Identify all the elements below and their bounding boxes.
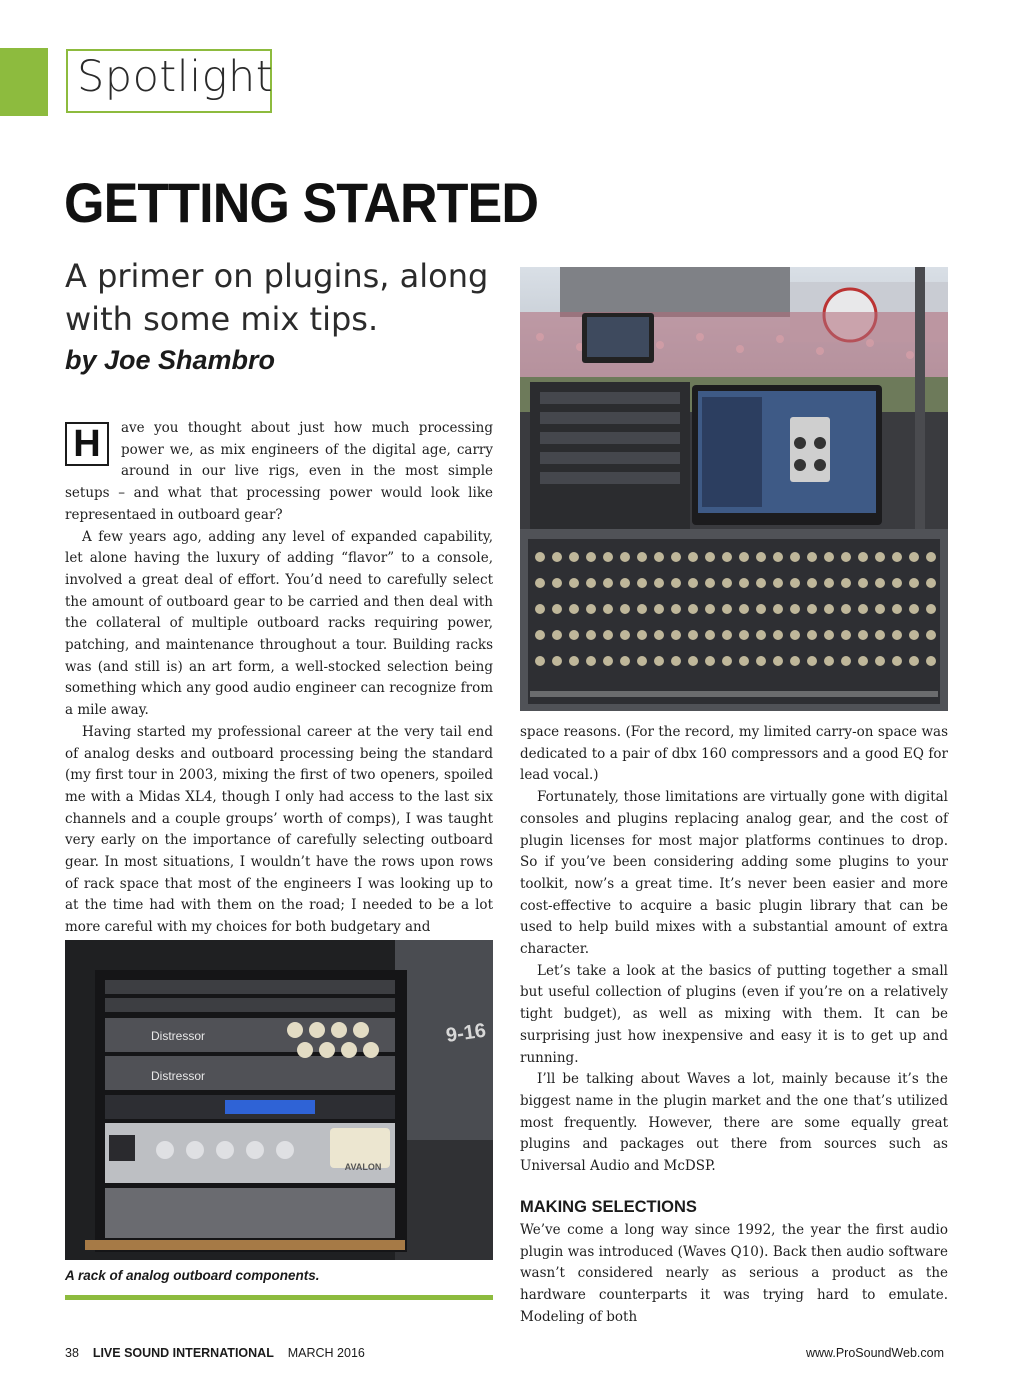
console-knob bbox=[637, 656, 647, 666]
console-knob bbox=[552, 656, 562, 666]
console-knob bbox=[688, 604, 698, 614]
console-knob bbox=[535, 578, 545, 588]
drop-cap: H bbox=[65, 422, 109, 466]
console-knob bbox=[620, 656, 630, 666]
console-knob bbox=[620, 578, 630, 588]
console-knob bbox=[756, 604, 766, 614]
console-knob bbox=[705, 578, 715, 588]
console-knob bbox=[807, 604, 817, 614]
rack-label-distressor-1: Distressor bbox=[151, 1029, 206, 1043]
intro-paragraph bbox=[65, 418, 493, 527]
console-knob bbox=[654, 656, 664, 666]
photo-caption: A rack of analog outboard components. bbox=[65, 1268, 320, 1283]
console-knob bbox=[824, 656, 834, 666]
console-knob bbox=[535, 630, 545, 640]
console-knob bbox=[790, 604, 800, 614]
console-knob bbox=[739, 604, 749, 614]
body-paragraph: Let’s take a look at the basics of putting together a small but useful collection of plugins (even if you’re on a relatively tight budget), as well as mixing with them. It can be surprising just how inexpensive and easy it is to get up and running. bbox=[520, 962, 948, 1066]
console-knob bbox=[892, 656, 902, 666]
console-knob bbox=[909, 656, 919, 666]
right-column-text bbox=[520, 722, 948, 1178]
section-subheading: MAKING SELECTIONS bbox=[520, 1198, 697, 1216]
console-knob bbox=[909, 630, 919, 640]
rack-label-distressor-2: Distressor bbox=[151, 1069, 206, 1083]
console-knob bbox=[586, 630, 596, 640]
console-knob bbox=[569, 656, 579, 666]
console-knob bbox=[909, 604, 919, 614]
console-knob bbox=[790, 578, 800, 588]
console-knob bbox=[807, 630, 817, 640]
left-column-text bbox=[65, 418, 493, 939]
console-knob bbox=[841, 552, 851, 562]
console-knob bbox=[739, 552, 749, 562]
console-knob bbox=[552, 578, 562, 588]
console-knob bbox=[637, 604, 647, 614]
console-knob bbox=[722, 552, 732, 562]
console-knob bbox=[671, 630, 681, 640]
console-knob bbox=[841, 656, 851, 666]
console-knob bbox=[603, 630, 613, 640]
console-knob bbox=[671, 552, 681, 562]
console-knob bbox=[688, 578, 698, 588]
console-knob bbox=[620, 552, 630, 562]
console-knob bbox=[790, 552, 800, 562]
console-knob bbox=[739, 630, 749, 640]
page-number: 38 bbox=[65, 1346, 79, 1360]
console-knob bbox=[620, 630, 630, 640]
console-knob bbox=[858, 578, 868, 588]
section-label: Spotlight bbox=[77, 52, 274, 102]
console-knob bbox=[705, 656, 715, 666]
article-byline: by Joe Shambro bbox=[65, 345, 276, 375]
console-knob bbox=[552, 630, 562, 640]
console-knob bbox=[705, 604, 715, 614]
console-knob bbox=[671, 656, 681, 666]
console-knob bbox=[722, 604, 732, 614]
console-knob bbox=[926, 552, 936, 562]
console-knob bbox=[790, 630, 800, 640]
console-photo-illustration bbox=[520, 267, 948, 711]
console-knob bbox=[756, 656, 766, 666]
console-knob bbox=[569, 578, 579, 588]
console-knob bbox=[841, 604, 851, 614]
console-knob bbox=[875, 656, 885, 666]
console-knob bbox=[773, 552, 783, 562]
body-paragraph: We’ve come a long way since 1992, the year the first audio plugin was introduced (Waves Q10). Back then audio software wasn’t considered nearly as serious a product as the hardware counterparts it was trying hard to emulate. Modeling of both bbox=[520, 1222, 948, 1325]
console-knob bbox=[586, 552, 596, 562]
console-knob bbox=[569, 552, 579, 562]
console-knob bbox=[586, 578, 596, 588]
console-knob bbox=[841, 578, 851, 588]
console-knob bbox=[586, 604, 596, 614]
console-knob bbox=[875, 552, 885, 562]
console-knob bbox=[858, 656, 868, 666]
article-headline: GETTING STARTED bbox=[64, 171, 539, 234]
body-paragraph: Having started my professional career at the very tail end of analog desks and outboard processing being the standard (my first tour in 2003, mixing the first of two openers, spoiled me with a Midas XL4, though I only had access to the last six channels and a couple groups’ worth of comps), I was taught very early on the importance of carefully selecting outboard gear. In most situations, I wouldn’t have the rows upon rows of rack space that most of the engineers I was looking up to at the time had with them on the road; I needed to be a lot more careful with my choices for both budgetary and bbox=[65, 723, 493, 936]
body-paragraph: I’ll be talking about Waves a lot, mainly because it’s the biggest name in the plugin market and the one that’s utilized most frequently. However, there are some equally great plugins and packages out there from sources such as Universal Audio and McDSP. bbox=[520, 1071, 948, 1175]
console-knob bbox=[773, 630, 783, 640]
console-knob bbox=[705, 630, 715, 640]
console-knob bbox=[569, 630, 579, 640]
console-knob bbox=[654, 630, 664, 640]
console-knob bbox=[892, 578, 902, 588]
case-marking: 9-16 bbox=[444, 1019, 488, 1047]
console-knob bbox=[637, 630, 647, 640]
console-knob bbox=[790, 656, 800, 666]
console-knob bbox=[739, 578, 749, 588]
console-knob bbox=[892, 604, 902, 614]
console-photo bbox=[520, 267, 948, 711]
console-knob bbox=[722, 656, 732, 666]
console-knob bbox=[535, 656, 545, 666]
console-knob bbox=[603, 578, 613, 588]
issue-date: MARCH 2016 bbox=[287, 1346, 365, 1360]
console-knob bbox=[654, 604, 664, 614]
console-knob bbox=[875, 604, 885, 614]
intro-text: ave you thought about just how much processing power we, as mix engineers of the digital age, carry around in our live rigs, even in the most simple setups – and what that processing power would look like representaed in outboard gear? bbox=[65, 420, 493, 523]
console-knob bbox=[858, 604, 868, 614]
console-knob bbox=[535, 604, 545, 614]
console-knob bbox=[909, 578, 919, 588]
publication-website: www.ProSoundWeb.com bbox=[805, 1346, 944, 1360]
rack-label-avalon: AVALON bbox=[344, 1162, 382, 1172]
console-knob bbox=[773, 656, 783, 666]
console-knob bbox=[756, 552, 766, 562]
console-knob bbox=[892, 552, 902, 562]
console-knob bbox=[858, 552, 868, 562]
console-knob bbox=[875, 630, 885, 640]
right-column-text-bottom bbox=[520, 1220, 948, 1329]
page-footer-left bbox=[65, 1346, 365, 1360]
console-knob bbox=[824, 604, 834, 614]
console-knob bbox=[722, 630, 732, 640]
console-knob bbox=[688, 552, 698, 562]
console-knob bbox=[688, 656, 698, 666]
console-knob bbox=[603, 656, 613, 666]
console-knob bbox=[603, 604, 613, 614]
console-knob bbox=[586, 656, 596, 666]
continuation-paragraph: space reasons. (For the record, my limited carry-on space was dedicated to a pair of dbx 160 compressors and a good EQ for lead vocal.) bbox=[520, 724, 948, 784]
console-knob bbox=[824, 578, 834, 588]
section-accent-bar bbox=[0, 48, 48, 116]
console-knob bbox=[824, 630, 834, 640]
console-knob bbox=[671, 604, 681, 614]
console-knob bbox=[773, 578, 783, 588]
console-knob bbox=[824, 552, 834, 562]
console-knob bbox=[671, 578, 681, 588]
body-paragraph: A few years ago, adding any level of expanded capability, let alone having the luxury of adding “flavor” to a console, involved a great deal of effort. You’d need to carefully select the amount of outboard gear to be carried and then deal with the collateral of multiple outboard racks requiring power, patching, and maintenance throughout a tour. Building racks was (and still is) an art form, a well-stocked selection being something which any good audio engineer can recognize from a mile away. bbox=[65, 528, 493, 719]
caption-rule bbox=[65, 1295, 493, 1300]
console-knob bbox=[858, 630, 868, 640]
console-knob bbox=[535, 552, 545, 562]
console-knob bbox=[620, 604, 630, 614]
console-knob bbox=[569, 604, 579, 614]
console-knob bbox=[722, 578, 732, 588]
body-paragraph: Fortunately, those limitations are virtually gone with digital consoles and plugins replacing analog gear, and the cost of plugin licenses for most major platforms continues to drop. So if you’ve been considering adding some plugins to your toolkit, now’s a great time. It’s never been easier and more cost-effective to acquire a basic plugin library that can be used to help build mixes with a substantial amount of extra character. bbox=[520, 789, 948, 958]
console-knob bbox=[926, 604, 936, 614]
console-knob bbox=[875, 578, 885, 588]
console-knob bbox=[807, 656, 817, 666]
console-knob bbox=[909, 552, 919, 562]
console-knob bbox=[739, 656, 749, 666]
console-knob bbox=[926, 656, 936, 666]
console-knob bbox=[773, 604, 783, 614]
console-knob bbox=[807, 578, 817, 588]
console-knob bbox=[926, 630, 936, 640]
console-knob bbox=[552, 604, 562, 614]
console-knob bbox=[603, 552, 613, 562]
console-knob bbox=[756, 630, 766, 640]
console-knob bbox=[654, 552, 664, 562]
rack-photo bbox=[65, 940, 493, 1260]
console-knob bbox=[756, 578, 766, 588]
console-knob bbox=[892, 630, 902, 640]
console-knob bbox=[705, 552, 715, 562]
rack-photo-illustration bbox=[65, 940, 493, 1260]
console-knob bbox=[637, 552, 647, 562]
console-knob bbox=[926, 578, 936, 588]
console-knob bbox=[654, 578, 664, 588]
console-knob bbox=[841, 630, 851, 640]
console-knob bbox=[552, 552, 562, 562]
console-knob bbox=[637, 578, 647, 588]
publication-name: LIVE SOUND INTERNATIONAL bbox=[92, 1346, 274, 1360]
console-knob bbox=[807, 552, 817, 562]
article-deck: A primer on plugins, along with some mix tips. bbox=[65, 257, 489, 338]
console-knob bbox=[688, 630, 698, 640]
